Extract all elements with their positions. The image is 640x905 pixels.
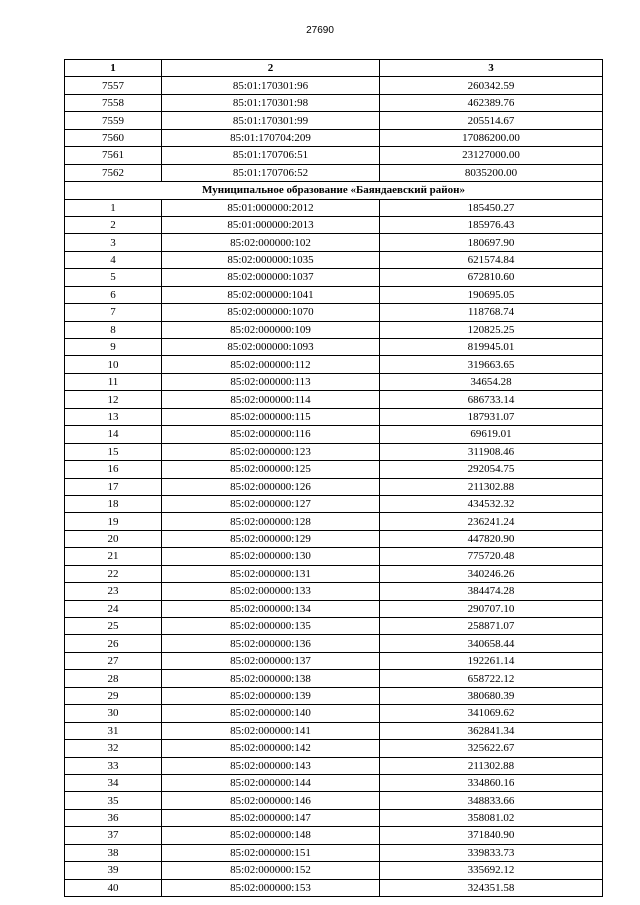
row-number-cell: 8 <box>65 321 162 338</box>
table-row <box>65 809 603 826</box>
table-row <box>65 129 603 146</box>
value-cell: 120825.25 <box>380 321 603 338</box>
table-row <box>65 600 603 617</box>
cadastral-number-cell: 85:02:000000:151 <box>162 844 380 861</box>
row-number-cell: 30 <box>65 705 162 722</box>
row-number-cell: 2 <box>65 216 162 233</box>
page-number: 27690 <box>306 25 334 36</box>
row-number-cell: 1 <box>65 199 162 216</box>
value-cell: 434532.32 <box>380 495 603 512</box>
row-number-cell: 3 <box>65 234 162 251</box>
row-number-cell: 7 <box>65 304 162 321</box>
cadastral-number-cell: 85:02:000000:116 <box>162 426 380 443</box>
row-number-cell: 19 <box>65 513 162 530</box>
row-number-cell: 32 <box>65 740 162 757</box>
value-cell: 371840.90 <box>380 827 603 844</box>
value-cell: 362841.34 <box>380 722 603 739</box>
row-number-cell: 7562 <box>65 164 162 181</box>
row-number-cell: 4 <box>65 251 162 268</box>
table-row <box>65 862 603 879</box>
value-cell: 775720.48 <box>380 548 603 565</box>
table-row <box>65 216 603 233</box>
table-row <box>65 443 603 460</box>
row-number-cell: 29 <box>65 687 162 704</box>
cadastral-number-cell: 85:02:000000:126 <box>162 478 380 495</box>
value-cell: 185976.43 <box>380 216 603 233</box>
row-number-cell: 12 <box>65 391 162 408</box>
value-cell: 621574.84 <box>380 251 603 268</box>
value-cell: 325622.67 <box>380 740 603 757</box>
cadastral-number-cell: 85:02:000000:136 <box>162 635 380 652</box>
cadastral-number-cell: 85:01:170706:51 <box>162 147 380 164</box>
value-cell: 311908.46 <box>380 443 603 460</box>
value-cell: 211302.88 <box>380 757 603 774</box>
row-number-cell: 39 <box>65 862 162 879</box>
value-cell: 8035200.00 <box>380 164 603 181</box>
value-cell: 348833.66 <box>380 792 603 809</box>
value-cell: 187931.07 <box>380 408 603 425</box>
table-row <box>65 94 603 111</box>
header-row <box>65 60 603 77</box>
value-cell: 292054.75 <box>380 461 603 478</box>
cadastral-number-cell: 85:02:000000:144 <box>162 774 380 791</box>
table-row <box>65 513 603 530</box>
section-row-group <box>65 182 603 199</box>
table-row <box>65 635 603 652</box>
row-number-cell: 22 <box>65 565 162 582</box>
row-number-cell: 36 <box>65 809 162 826</box>
table-row <box>65 757 603 774</box>
table-row <box>65 408 603 425</box>
row-number-cell: 14 <box>65 426 162 443</box>
row-number-cell: 35 <box>65 792 162 809</box>
table-row <box>65 164 603 181</box>
value-cell: 340246.26 <box>380 565 603 582</box>
table-row <box>65 461 603 478</box>
cadastral-number-cell: 85:02:000000:134 <box>162 600 380 617</box>
cadastral-number-cell: 85:02:000000:147 <box>162 809 380 826</box>
table-row <box>65 495 603 512</box>
cadastral-number-cell: 85:02:000000:130 <box>162 548 380 565</box>
cadastral-number-cell: 85:02:000000:114 <box>162 391 380 408</box>
cadastral-number-cell: 85:02:000000:125 <box>162 461 380 478</box>
value-cell: 185450.27 <box>380 199 603 216</box>
table-row <box>65 583 603 600</box>
cadastral-number-cell: 85:01:000000:2012 <box>162 199 380 216</box>
value-cell: 236241.24 <box>380 513 603 530</box>
cadastral-number-cell: 85:02:000000:141 <box>162 722 380 739</box>
table-body-top <box>65 77 603 182</box>
cadastral-number-cell: 85:02:000000:1037 <box>162 269 380 286</box>
value-cell: 324351.58 <box>380 879 603 896</box>
cadastral-number-cell: 85:02:000000:152 <box>162 862 380 879</box>
table-row <box>65 426 603 443</box>
table-row <box>65 827 603 844</box>
table-body-section <box>65 199 603 897</box>
column-header-3: 3 <box>380 60 603 77</box>
value-cell: 462389.76 <box>380 94 603 111</box>
row-number-cell: 40 <box>65 879 162 896</box>
value-cell: 658722.12 <box>380 670 603 687</box>
cadastral-number-cell: 85:02:000000:113 <box>162 373 380 390</box>
value-cell: 69619.01 <box>380 426 603 443</box>
cadastral-number-cell: 85:02:000000:1041 <box>162 286 380 303</box>
row-number-cell: 34 <box>65 774 162 791</box>
cadastral-number-cell: 85:01:000000:2013 <box>162 216 380 233</box>
row-number-cell: 27 <box>65 652 162 669</box>
section-row <box>65 182 603 199</box>
row-number-cell: 15 <box>65 443 162 460</box>
row-number-cell: 25 <box>65 618 162 635</box>
section-title: Муниципальное образование «Баяндаевский район» <box>65 182 603 199</box>
value-cell: 205514.67 <box>380 112 603 129</box>
cadastral-number-cell: 85:02:000000:138 <box>162 670 380 687</box>
table-row <box>65 879 603 896</box>
table-row <box>65 740 603 757</box>
value-cell: 23127000.00 <box>380 147 603 164</box>
cadastral-number-cell: 85:02:000000:129 <box>162 530 380 547</box>
cadastral-number-cell: 85:02:000000:128 <box>162 513 380 530</box>
table-row <box>65 565 603 582</box>
table-row <box>65 618 603 635</box>
row-number-cell: 7557 <box>65 77 162 94</box>
table-row <box>65 774 603 791</box>
cadastral-number-cell: 85:01:170704:209 <box>162 129 380 146</box>
row-number-cell: 20 <box>65 530 162 547</box>
table-row <box>65 705 603 722</box>
value-cell: 339833.73 <box>380 844 603 861</box>
cadastral-number-cell: 85:02:000000:148 <box>162 827 380 844</box>
cadastral-number-cell: 85:02:000000:1093 <box>162 339 380 356</box>
row-number-cell: 28 <box>65 670 162 687</box>
row-number-cell: 24 <box>65 600 162 617</box>
cadastral-number-cell: 85:02:000000:109 <box>162 321 380 338</box>
cadastral-number-cell: 85:01:170301:99 <box>162 112 380 129</box>
row-number-cell: 5 <box>65 269 162 286</box>
row-number-cell: 7560 <box>65 129 162 146</box>
row-number-cell: 26 <box>65 635 162 652</box>
value-cell: 192261.14 <box>380 652 603 669</box>
column-header-2: 2 <box>162 60 380 77</box>
table-row <box>65 670 603 687</box>
table-row <box>65 147 603 164</box>
cadastral-number-cell: 85:01:170301:98 <box>162 94 380 111</box>
value-cell: 686733.14 <box>380 391 603 408</box>
cadastral-number-cell: 85:02:000000:127 <box>162 495 380 512</box>
value-cell: 258871.07 <box>380 618 603 635</box>
value-cell: 384474.28 <box>380 583 603 600</box>
cadastral-number-cell: 85:02:000000:123 <box>162 443 380 460</box>
value-cell: 334860.16 <box>380 774 603 791</box>
row-number-cell: 10 <box>65 356 162 373</box>
cadastral-number-cell: 85:02:000000:146 <box>162 792 380 809</box>
cadastral-number-cell: 85:02:000000:135 <box>162 618 380 635</box>
table-row <box>65 530 603 547</box>
value-cell: 290707.10 <box>380 600 603 617</box>
table-row <box>65 652 603 669</box>
row-number-cell: 21 <box>65 548 162 565</box>
row-number-cell: 11 <box>65 373 162 390</box>
table-row <box>65 373 603 390</box>
table-row <box>65 356 603 373</box>
row-number-cell: 33 <box>65 757 162 774</box>
value-cell: 180697.90 <box>380 234 603 251</box>
row-number-cell: 9 <box>65 339 162 356</box>
table-row <box>65 478 603 495</box>
cadastral-number-cell: 85:02:000000:142 <box>162 740 380 757</box>
row-number-cell: 38 <box>65 844 162 861</box>
row-number-cell: 7561 <box>65 147 162 164</box>
row-number-cell: 23 <box>65 583 162 600</box>
cadastral-number-cell: 85:02:000000:139 <box>162 687 380 704</box>
cadastral-number-cell: 85:02:000000:115 <box>162 408 380 425</box>
cadastral-number-cell: 85:01:170301:96 <box>162 77 380 94</box>
value-cell: 319663.65 <box>380 356 603 373</box>
table-row <box>65 687 603 704</box>
table-row <box>65 548 603 565</box>
table-row <box>65 251 603 268</box>
value-cell: 672810.60 <box>380 269 603 286</box>
value-cell: 211302.88 <box>380 478 603 495</box>
value-cell: 17086200.00 <box>380 129 603 146</box>
value-cell: 335692.12 <box>380 862 603 879</box>
table-row <box>65 844 603 861</box>
column-header-1: 1 <box>65 60 162 77</box>
cadastral-number-cell: 85:02:000000:133 <box>162 583 380 600</box>
cadastral-number-cell: 85:02:000000:102 <box>162 234 380 251</box>
value-cell: 358081.02 <box>380 809 603 826</box>
row-number-cell: 7559 <box>65 112 162 129</box>
value-cell: 190695.05 <box>380 286 603 303</box>
table-row <box>65 722 603 739</box>
table-row <box>65 199 603 216</box>
table-row <box>65 286 603 303</box>
value-cell: 340658.44 <box>380 635 603 652</box>
row-number-cell: 6 <box>65 286 162 303</box>
table-row <box>65 77 603 94</box>
row-number-cell: 18 <box>65 495 162 512</box>
table-row <box>65 112 603 129</box>
row-number-cell: 37 <box>65 827 162 844</box>
table-row <box>65 321 603 338</box>
value-cell: 819945.01 <box>380 339 603 356</box>
value-cell: 380680.39 <box>380 687 603 704</box>
table-row <box>65 391 603 408</box>
row-number-cell: 13 <box>65 408 162 425</box>
table-row <box>65 304 603 321</box>
row-number-cell: 16 <box>65 461 162 478</box>
value-cell: 34654.28 <box>380 373 603 390</box>
table-row <box>65 269 603 286</box>
cadastral-number-cell: 85:02:000000:131 <box>162 565 380 582</box>
table-row <box>65 234 603 251</box>
cadastral-number-cell: 85:02:000000:1070 <box>162 304 380 321</box>
row-number-cell: 7558 <box>65 94 162 111</box>
cadastral-number-cell: 85:02:000000:112 <box>162 356 380 373</box>
value-cell: 447820.90 <box>380 530 603 547</box>
cadastral-number-cell: 85:02:000000:140 <box>162 705 380 722</box>
value-cell: 260342.59 <box>380 77 603 94</box>
value-cell: 118768.74 <box>380 304 603 321</box>
value-cell: 341069.62 <box>380 705 603 722</box>
table-row <box>65 792 603 809</box>
cadastral-number-cell: 85:02:000000:1035 <box>162 251 380 268</box>
cadastral-number-cell: 85:02:000000:137 <box>162 652 380 669</box>
cadastral-number-cell: 85:02:000000:143 <box>162 757 380 774</box>
row-number-cell: 31 <box>65 722 162 739</box>
cadastral-number-cell: 85:02:000000:153 <box>162 879 380 896</box>
cadastral-number-cell: 85:01:170706:52 <box>162 164 380 181</box>
row-number-cell: 17 <box>65 478 162 495</box>
table-row <box>65 339 603 356</box>
cadastral-table <box>64 59 603 897</box>
